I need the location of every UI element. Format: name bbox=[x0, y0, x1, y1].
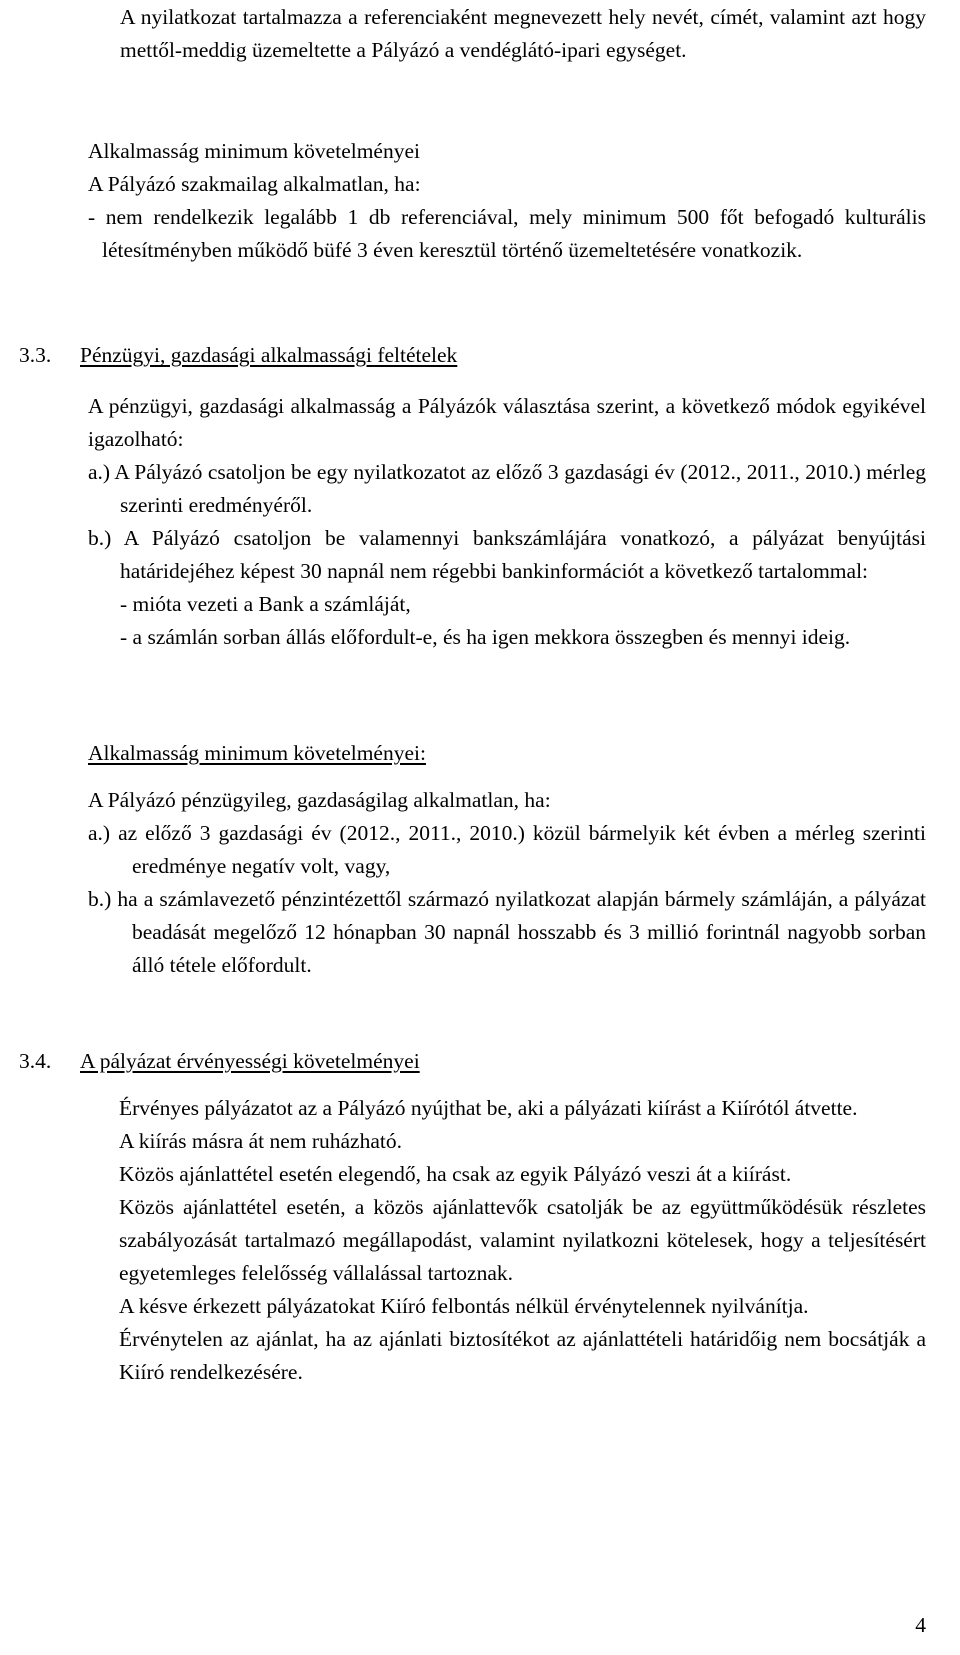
validity-paragraph: Érvénytelen az ajánlat, ha az ajánlati biztosítékot az ajánlattételi határidőig nem bocsátják a Kiíró rendelkezésére. bbox=[119, 1327, 926, 1384]
list-item-b: b.) ha a számlavezető pénzintézettől származó nyilatkozat alapján bármely számláján, a pályázat beadását megelőző 12 hónapban 30 napnál hosszabb és 3 millió forintnál nagyobb sorban álló tétele előfordult. bbox=[88, 887, 926, 977]
requirements-bullet: - nem rendelkezik legalább 1 db referenciával, mely minimum 500 főt befogadó kulturális létesítményben működő büfé 3 éven keresztül történő üzemeltetésére vonatkozik. bbox=[88, 205, 926, 262]
list-item-a: a.) A Pályázó csatoljon be egy nyilatkozatot az előző 3 gazdasági év (2012., 2011., 2010.) mérleg szerinti eredményéről. bbox=[88, 460, 926, 517]
validity-paragraph: Közös ajánlattétel esetén, a közös ajánlattevők csatolják be az együttműködésük részletes szabályozását tartalmazó megállapodást, valamint nyilatkozni kötelesek, hogy a teljesítésért egyetemleges felelősség vállalással tartoznak. bbox=[119, 1195, 926, 1285]
intro-paragraph: A nyilatkozat tartalmazza a referenciaként megnevezett hely nevét, címét, valamint azt hogy mettől-meddig üzemeltette a Pályázó a vendéglátó-ipari egységet. bbox=[120, 5, 926, 62]
section-3-4-body bbox=[119, 1092, 926, 1389]
section-number: 3.3. bbox=[19, 343, 52, 367]
list-subitem: - mióta vezeti a Bank a számláját, bbox=[120, 592, 411, 616]
validity-paragraph: A kiírás másra át nem ruházható. bbox=[119, 1129, 402, 1153]
page-number: 4 bbox=[915, 1613, 926, 1637]
requirements-lead: A Pályázó pénzügyileg, gazdaságilag alkalmatlan, ha: bbox=[88, 788, 551, 812]
financial-requirements bbox=[88, 737, 926, 982]
section-title: A pályázat érvényességi követelményei bbox=[80, 1049, 420, 1073]
list-item-b: b.) A Pályázó csatoljon be valamennyi bankszámlájára vonatkozó, a pályázat benyújtási határidejéhez képest 30 napnál nem régebbi bankinformációt a következő tartalommal: bbox=[88, 526, 926, 583]
validity-paragraph: A késve érkezett pályázatokat Kiíró felbontás nélkül érvénytelennek nyilvánítja. bbox=[119, 1294, 809, 1318]
professional-requirements bbox=[88, 135, 926, 267]
section-title: Pénzügyi, gazdasági alkalmassági feltételek bbox=[80, 343, 458, 367]
section-lead: A pénzügyi, gazdasági alkalmasság a Pályázók választása szerint, a következő módok egyikével igazolható: bbox=[88, 394, 926, 451]
section-number: 3.4. bbox=[19, 1049, 52, 1073]
requirements-lead: A Pályázó szakmailag alkalmatlan, ha: bbox=[88, 172, 421, 196]
requirements-heading: Alkalmasság minimum követelményei: bbox=[88, 741, 426, 765]
list-subitem: - a számlán sorban állás előfordult-e, és ha igen mekkora összegben és mennyi ideig. bbox=[120, 625, 851, 649]
list-item-a: a.) az előző 3 gazdasági év (2012., 2011., 2010.) közül bármelyik két évben a mérleg szerinti eredménye negatív volt, vagy, bbox=[88, 821, 926, 878]
validity-paragraph: Közös ajánlattétel esetén elegendő, ha csak az egyik Pályázó veszi át a kiírást. bbox=[119, 1162, 792, 1186]
section-3-3-body bbox=[88, 390, 926, 654]
requirements-heading: Alkalmasság minimum követelményei bbox=[88, 139, 420, 163]
validity-paragraph: Érvényes pályázatot az a Pályázó nyújthat be, aki a pályázati kiírást a Kiírótól átvette. bbox=[119, 1096, 858, 1120]
